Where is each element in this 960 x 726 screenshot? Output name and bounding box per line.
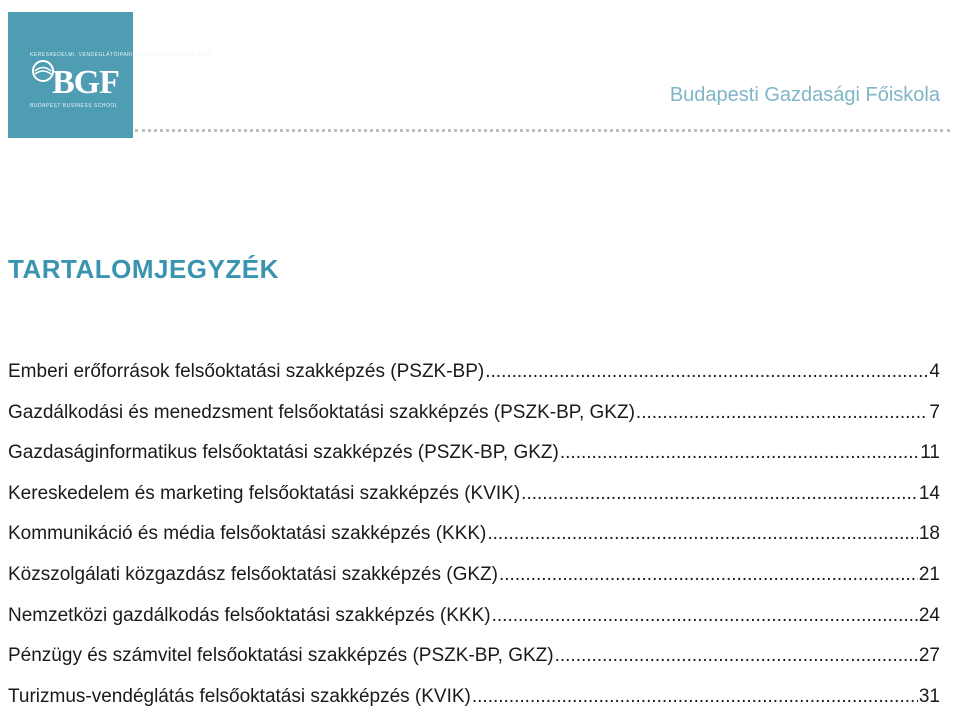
toc-dot-leader [499, 564, 918, 586]
toc-entry[interactable] [8, 605, 940, 646]
toc-dot-leader [472, 686, 918, 708]
toc-entry-label: Pénzügy és számvitel felsőoktatási szakképzés (PSZK-BP, GKZ) [8, 645, 554, 667]
toc-dot-leader [555, 645, 918, 667]
logo-wordmark: BGF [52, 64, 119, 101]
toc-entry-page: 27 [918, 645, 940, 667]
toc-dot-leader [636, 402, 929, 424]
toc-dot-leader [485, 361, 928, 383]
toc-entry[interactable] [8, 361, 940, 402]
toc-entry[interactable] [8, 564, 940, 605]
toc-entry[interactable] [8, 442, 940, 483]
toc-entry-page: 7 [929, 401, 940, 423]
logo-arc-bottom-text: BUDAPEST BUSINESS SCHOOL [30, 103, 119, 109]
toc-title: TARTALOMJEGYZÉK [8, 254, 279, 284]
toc-entry[interactable] [8, 402, 940, 443]
toc-entry-label: Turizmus-vendéglátás felsőoktatási szakképzés (KVIK) [8, 685, 471, 707]
logo-arc-top-text: KERESKEDELMI, VENDÉGLÁTÓIPARI ÉS IDEGENFORGALMI KAR [30, 52, 211, 58]
toc-entry-page: 14 [918, 482, 940, 504]
toc-entry[interactable] [8, 483, 940, 524]
toc-entry-label: Gazdálkodási és menedzsment felsőoktatási szakképzés (PSZK-BP, GKZ) [8, 401, 635, 423]
institution-name: Budapesti Gazdasági Főiskola [669, 84, 940, 106]
toc-dot-leader [521, 483, 918, 505]
toc-entry-label: Közszolgálati közgazdász felsőoktatási szakképzés (GKZ) [8, 563, 498, 585]
toc-entry-page: 24 [918, 604, 940, 626]
toc-entry-page: 4 [929, 361, 940, 382]
toc-entry-label: Nemzetközi gazdálkodás felsőoktatási szakképzés (KKK) [8, 604, 491, 626]
toc-entry-label: Gazdaságinformatikus felsőoktatási szakképzés (PSZK-BP, GKZ) [8, 442, 559, 464]
toc-entry-page: 11 [920, 442, 940, 464]
toc-entry[interactable] [8, 645, 940, 686]
toc-entry-page: 18 [918, 523, 940, 545]
toc-dot-leader [560, 442, 919, 464]
header-dotted-rule [135, 129, 950, 132]
toc-dot-leader [492, 605, 918, 627]
toc-entry-page: 31 [918, 685, 940, 707]
toc-dot-leader [487, 523, 917, 545]
toc-entry-label: Kereskedelem és marketing felsőoktatási szakképzés (KVIK) [8, 482, 521, 504]
bgf-logo [8, 12, 211, 138]
toc-entry-page: 21 [918, 563, 940, 585]
table-of-contents [8, 361, 940, 726]
toc-entry-label: Kommunikáció és média felsőoktatási szakképzés (KKK) [8, 523, 487, 545]
toc-entry[interactable] [8, 686, 940, 726]
toc-entry[interactable] [8, 523, 940, 564]
toc-entry-label: Emberi erőforrások felsőoktatási szakképzés (PSZK-BP) [8, 361, 485, 382]
